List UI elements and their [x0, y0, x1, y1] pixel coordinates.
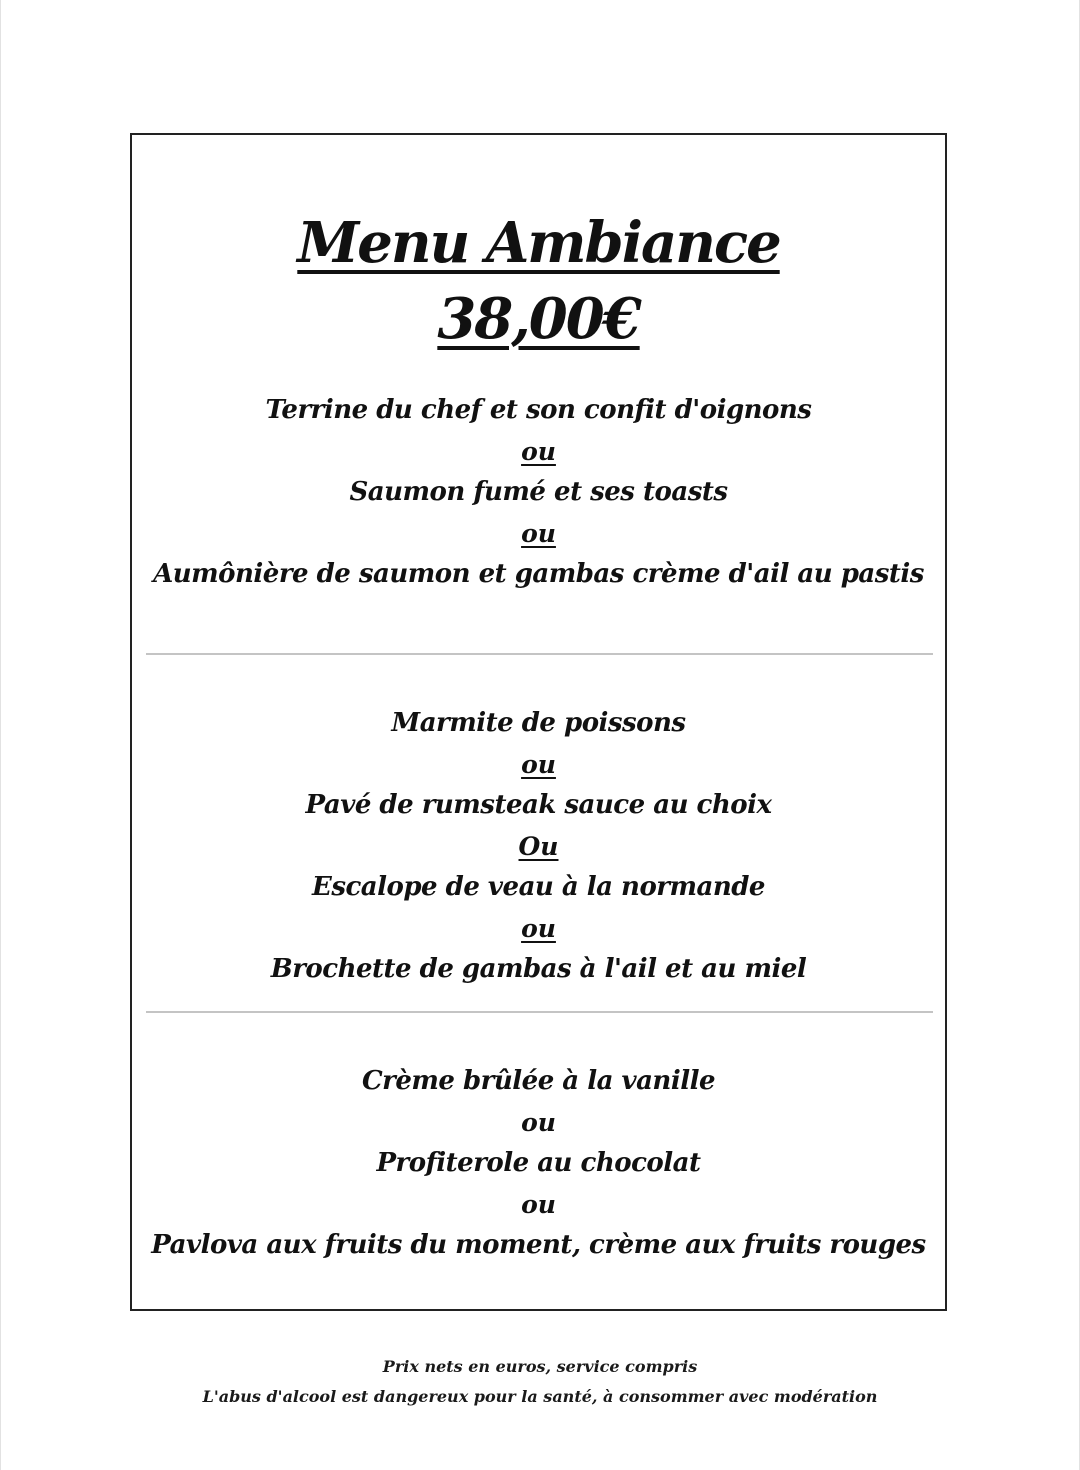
or-separator — [132, 1102, 945, 1143]
or-separator-text: ou — [521, 750, 556, 779]
or-separator — [132, 908, 945, 949]
or-separator — [132, 826, 945, 867]
or-separator-text: ou — [521, 1108, 556, 1137]
price-note: Prix nets en euros, service compris — [382, 1357, 698, 1376]
page-edge-left — [0, 0, 1, 1470]
starter-item: Terrine du chef et son confit d'oignons — [265, 395, 812, 425]
dessert-item: Pavlova aux fruits du moment, crème aux fruits rouges — [151, 1230, 926, 1260]
or-separator — [132, 744, 945, 785]
starters-section — [132, 390, 945, 595]
or-separator-text: ou — [521, 914, 556, 943]
starter-item: Saumon fumé et ses toasts — [349, 477, 728, 507]
alcohol-warning: L'abus d'alcool est dangereux pour la santé, à consommer avec modération — [202, 1387, 878, 1406]
or-separator — [132, 431, 945, 472]
or-separator-text: ou — [521, 437, 556, 466]
footer-notes — [0, 1352, 1080, 1412]
or-separator-text: Ou — [518, 832, 559, 861]
main-item: Marmite de poissons — [391, 708, 686, 738]
menu-price: 38,00€ — [437, 286, 640, 352]
menu-header — [132, 205, 945, 357]
dessert-item: Profiterole au chocolat — [376, 1148, 701, 1178]
or-separator — [132, 1184, 945, 1225]
menu-price-line — [132, 281, 945, 357]
section-divider — [146, 653, 933, 655]
desserts-section — [132, 1061, 945, 1266]
mains-section — [132, 703, 945, 990]
menu-title: Menu Ambiance — [297, 210, 780, 276]
section-divider — [146, 1011, 933, 1013]
menu-title-line — [132, 205, 945, 281]
menu-card — [130, 133, 947, 1311]
or-separator-text: ou — [521, 1190, 556, 1219]
dessert-item: Crème brûlée à la vanille — [361, 1066, 716, 1096]
main-item: Brochette de gambas à l'ail et au miel — [270, 954, 807, 984]
starter-item: Aumônière de saumon et gambas crème d'ail au pastis — [153, 559, 924, 589]
or-separator-text: ou — [521, 519, 556, 548]
main-item: Escalope de veau à la normande — [312, 872, 765, 902]
or-separator — [132, 513, 945, 554]
main-item: Pavé de rumsteak sauce au choix — [305, 790, 772, 820]
